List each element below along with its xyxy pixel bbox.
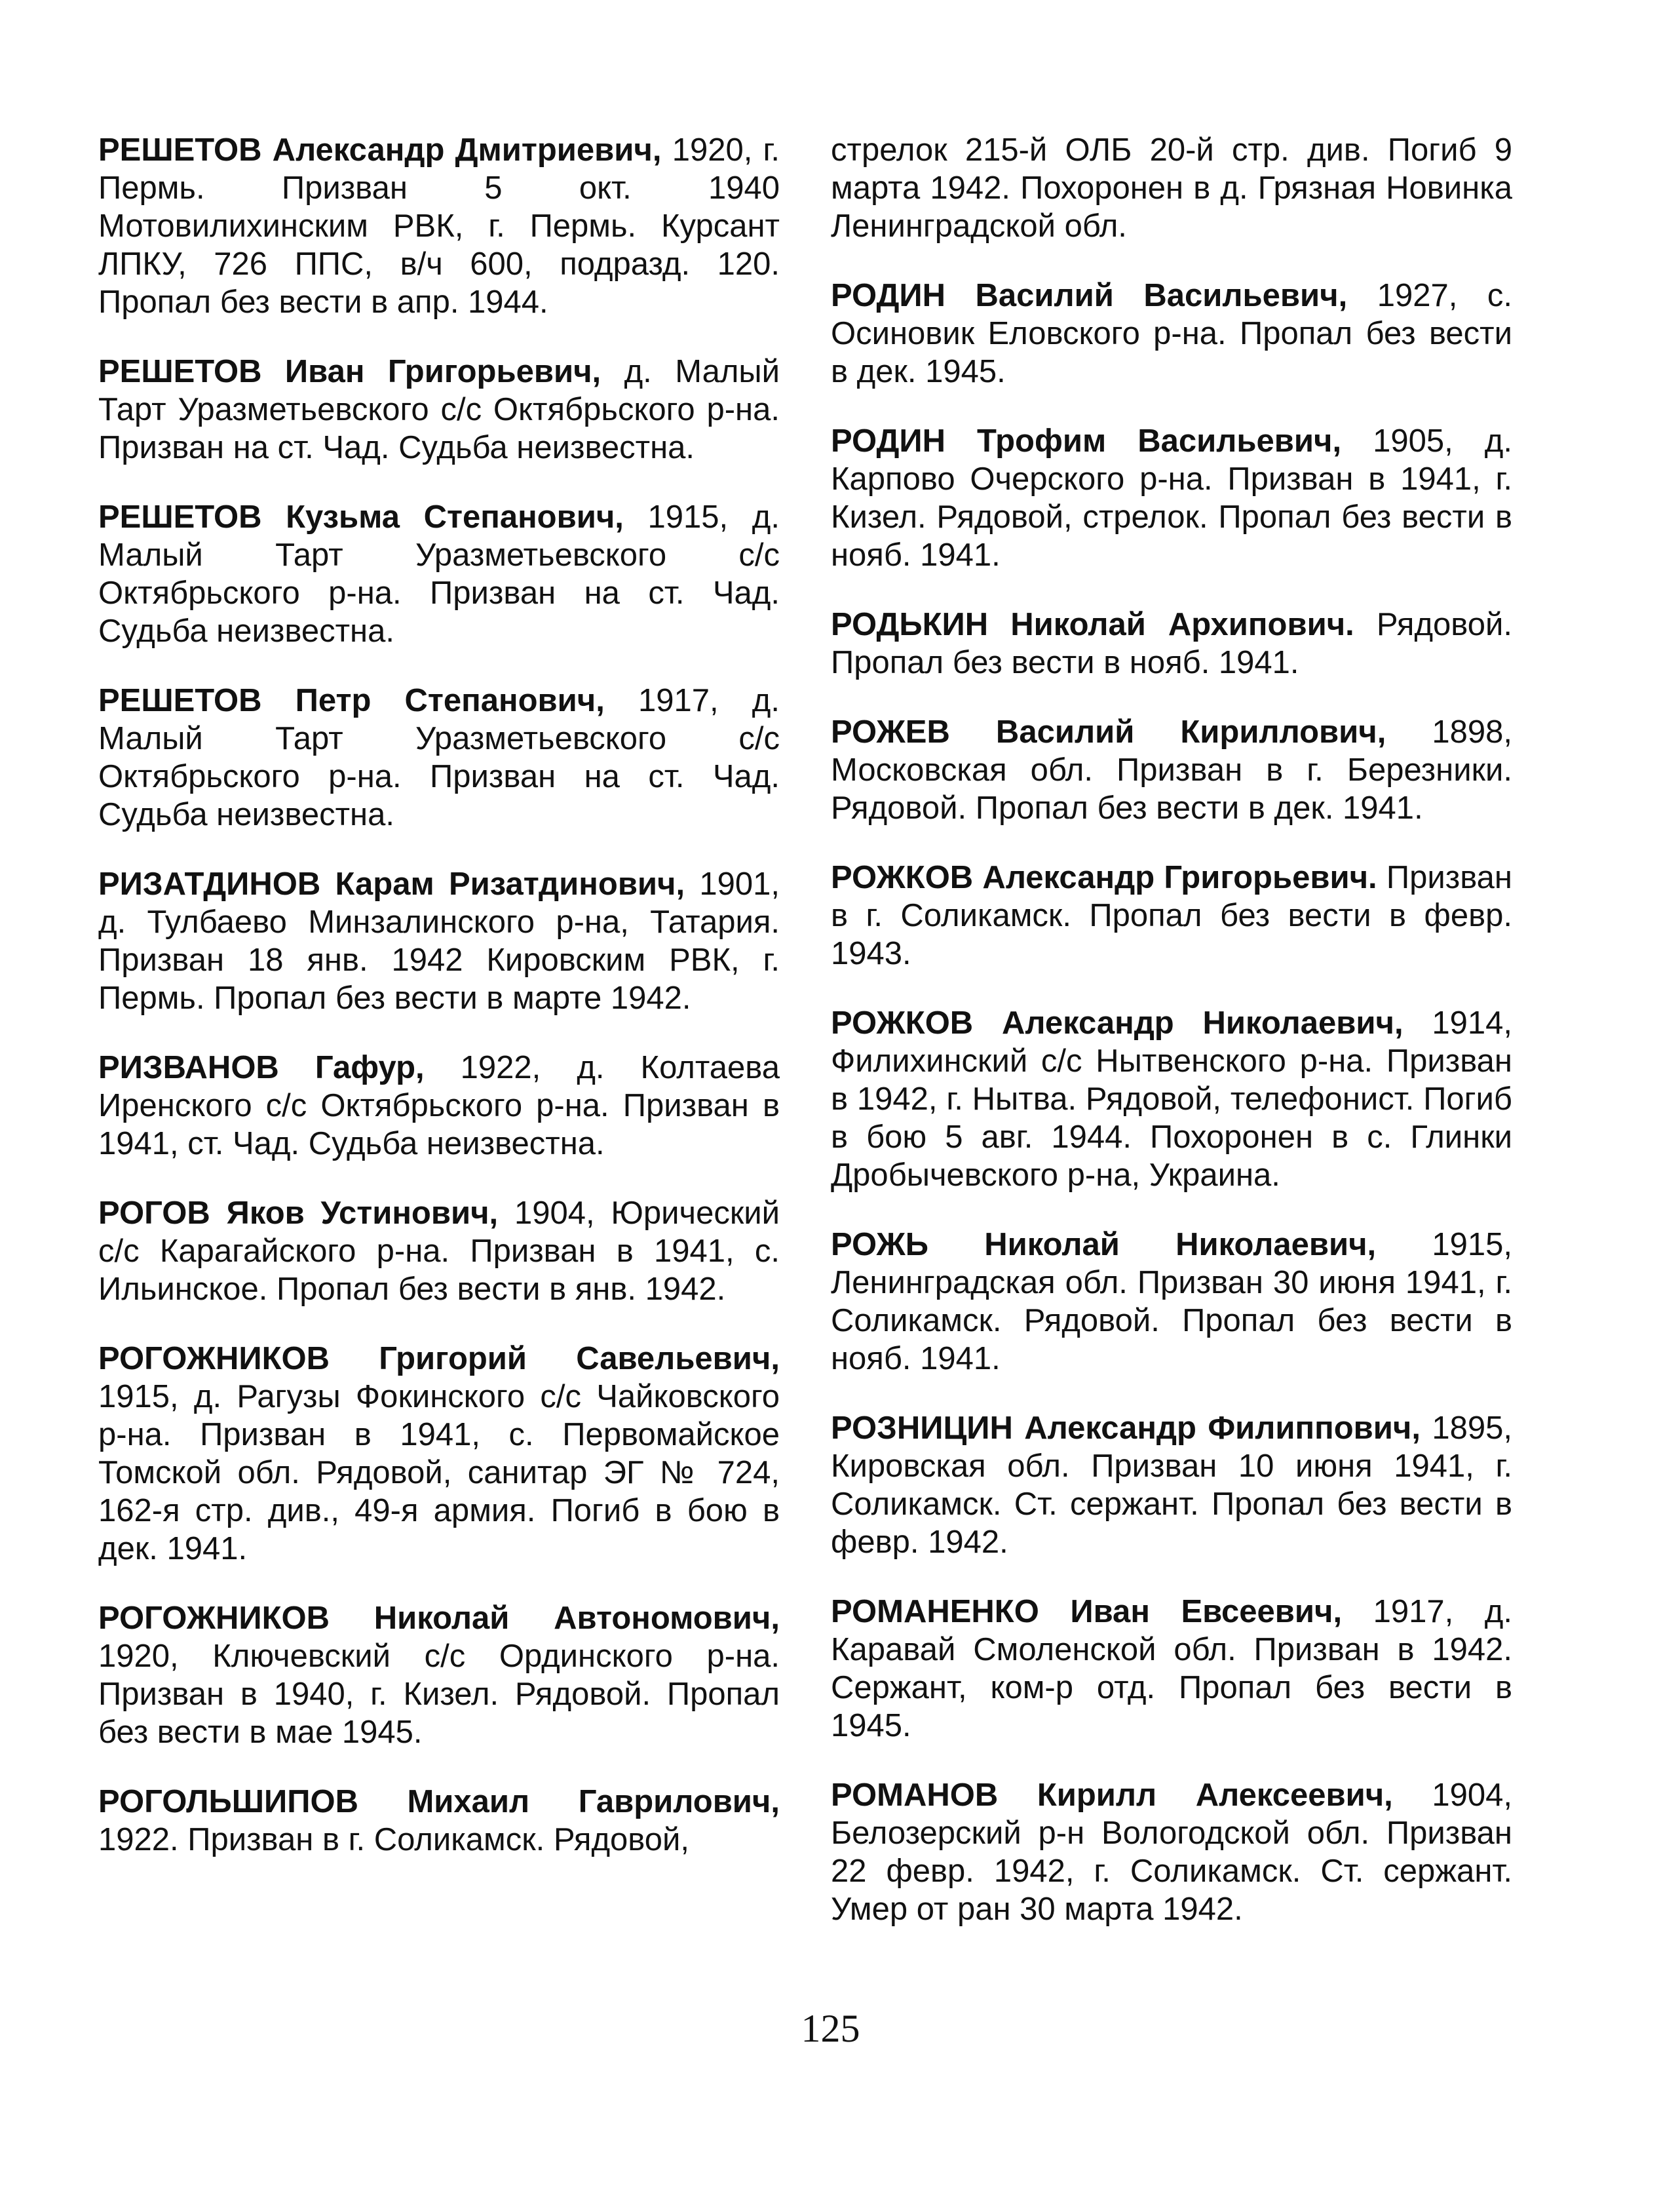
entry-text: 1917, д. Каравай Смоленской обл. Призван в 1942. Сержант, ком-р отд. Пропал без вести в 1945. [831,1594,1512,1743]
entry-name: РОДИН Трофим Васильевич, [831,423,1342,459]
entry-name: РОМАНЕНКО Иван Евсеевич, [831,1594,1343,1629]
entry [98,1783,780,1859]
entry-text: 1920, Ключевский с/с Ординского р-на. Призван в 1940, г. Кизел. Рядовой. Пропал без вести в мае 1945. [98,1639,780,1750]
entry-name: РЕШЕТОВ Кузьма Степанович, [98,499,624,535]
entry-text: 1915, д. Малый Тарт Уразметьевского с/с Октябрьского р-на. Призван на ст. Чад. Судьба неизвестна. [98,499,780,649]
entry-text: Призван в г. Соликамск. Пропал без вести в февр. 1943. [831,860,1512,971]
entry [98,1049,780,1163]
entry-name: РОГОЖНИКОВ Григорий Савельевич, [98,1341,780,1376]
entry [831,1004,1512,1194]
entry-name: РОГОЖНИКОВ Николай Автономович, [98,1601,780,1636]
entry-name: РИЗАТДИНОВ Карам Ризатдинович, [98,866,685,902]
entry [98,865,780,1017]
entry [98,498,780,650]
entry [831,859,1512,973]
entry-text: 1917, д. Малый Тарт Уразметьевского с/с Октябрьского р-на. Призван на ст. Чад. Судьба неизвестна. [98,683,780,832]
entry-name: РОЗНИЦИН Александр Филиппович, [831,1410,1421,1446]
entry [98,682,780,834]
entry-text: 1914, Филихинский с/с Нытвенского р-на. Призван в 1942, г. Нытва. Рядовой, телефонист. Погиб в бою 5 авг. 1944. Похоронен в с. Глинки Дробычевского р-на, Украина. [831,1005,1512,1193]
entry [831,1409,1512,1561]
entry [831,1776,1512,1928]
entry-text: 1920, г. Пермь. Призван 5 окт. 1940 Мотовилихинским РВК, г. Пермь. Курсант ЛПКУ, 726 ППС, в/ч 600, подразд. 120. Пропал без вести в апр. 1944. [98,132,780,320]
entry-name: РИЗВАНОВ Гафур, [98,1050,425,1085]
entry-text: 1915, Ленинградская обл. Призван 30 июня 1941, г. Соликамск. Рядовой. Пропал без вести в нояб. 1941. [831,1227,1513,1376]
entry [831,1226,1512,1378]
entry [831,713,1512,827]
entry-name: РОДИН Василий Васильевич, [831,278,1348,313]
entry-text: 1927, с. Осиновик Еловского р-на. Пропал без вести в дек. 1945. [831,278,1512,389]
entry-text: 1915, д. Рагузы Фокинского с/с Чайковского р-на. Призван в 1941, с. Первомайское Томской обл. Рядовой, санитар ЭГ № 724, 162-я стр. див., 49-я армия. Погиб в бою в дек. 1941. [98,1379,780,1566]
entry-text: 1922, д. Колтаева Иренского с/с Октябрьского р-на. Призван в 1941, ст. Чад. Судьба неизвестна. [98,1050,780,1161]
entry [831,1593,1512,1745]
entry [98,1599,780,1751]
entry [98,353,780,467]
page-number: 125 [801,2007,860,2050]
entry-text: 1901, д. Тулбаево Минзалинского р-на, Татария. Призван 18 янв. 1942 Кировским РВК, г. Пермь. Пропал без вести в марте 1942. [98,866,780,1016]
entry-name: РЕШЕТОВ Петр Степанович, [98,683,605,718]
entry-text: 1904, Юрический с/с Карагайского р-на. Призван в 1941, с. Ильинское. Пропал без вести в янв. 1942. [98,1195,780,1307]
entry-name: РОМАНОВ Кирилл Алексеевич, [831,1777,1393,1813]
entry-name: РОЖЕВ Василий Кириллович, [831,714,1386,750]
entry-name: РОДЬКИН Николай Архипович. [831,607,1354,642]
entry-continuation: стрелок 215-й ОЛБ 20-й стр. див. Погиб 9 марта 1942. Похоронен в д. Грязная Новинка Ленинградской обл. [831,132,1512,244]
entry-name: РОГОЛЬШИПОВ Михаил Гаврилович, [98,1784,780,1819]
entry [98,1194,780,1308]
entry-text: 1895, Кировская обл. Призван 10 июня 1941, г. Соликамск. Ст. сержант. Пропал без вести в февр. 1942. [831,1410,1512,1560]
entry-text: Рядовой. Пропал без вести в нояб. 1941. [831,607,1513,680]
entry-name: РЕШЕТОВ Иван Григорьевич, [98,354,601,389]
entry-name: РОЖКОВ Александр Николаевич, [831,1005,1403,1041]
entry-text: 1922. Призван в г. Соликамск. Рядовой, [98,1822,690,1857]
entry-name: РОГОВ Яков Устинович, [98,1195,499,1231]
entry-name: РЕШЕТОВ Александр Дмитриевич, [98,132,662,168]
entry-name: РОЖЬ Николай Николаевич, [831,1227,1377,1262]
entry-name: РОЖКОВ Александр Григорьевич. [831,860,1377,895]
entry-text: 1905, д. Карпово Очерского р-на. Призван в 1941, г. Кизел. Рядовой, стрелок. Пропал без вести в нояб. 1941. [831,423,1512,573]
right-column [831,131,1512,1960]
entry [98,1340,780,1568]
entry [831,277,1512,391]
entry-text: д. Малый Тарт Уразметьевского с/с Октябрьского р-на. Призван на ст. Чад. Судьба неизвестна. [98,354,780,465]
entry [831,422,1512,574]
entry-text: 1898, Московская обл. Призван в г. Березники. Рядовой. Пропал без вести в дек. 1941. [831,714,1512,826]
entry-text: 1904, Белозерский р-н Вологодской обл. Призван 22 февр. 1942, г. Соликамск. Ст. сержант. Умер от ран 30 марта 1942. [831,1777,1512,1927]
entry [831,606,1512,682]
entry [98,131,780,321]
left-column [98,131,780,1890]
